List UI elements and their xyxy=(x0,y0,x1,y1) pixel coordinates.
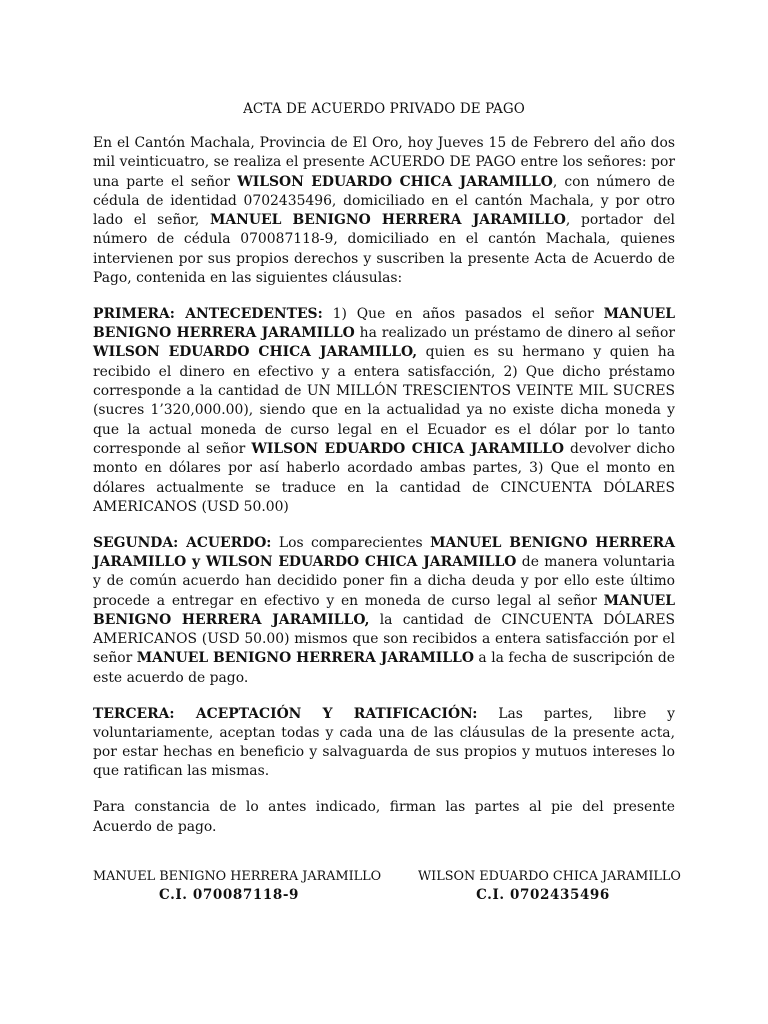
intro-text-3: , portador del número de cédula 070087118-9, domiciliado en el cantón Machala, quienes intervienen por sus propios derechos y suscriben la presente Acta de Acuerdo de Pago, contenida en las siguientes cláusulas: xyxy=(93,212,675,287)
clause-tercera-heading: TERCERA: ACEPTACIÓN Y RATIFICACIÓN: xyxy=(93,705,478,722)
primera-bold-1: MANUEL BENIGNO HERRERA JARAMILLO xyxy=(93,305,675,342)
primera-bold-3: WILSON EDUARDO CHICA JARAMILLO xyxy=(251,440,564,457)
intro-bold-name-1: WILSON EDUARDO CHICA JARAMILLO xyxy=(237,173,553,190)
intro-text-1: En el Cantón Machala, Provincia de El Oro, hoy Jueves 15 de Febrero del año dos mil veinticuatro, se realiza el presente ACUERDO DE PAGO entre los señores: por una parte el señor xyxy=(93,135,675,190)
segunda-text-2: de manera voluntaria y de común acuerdo han decidido poner fin a dicha deuda y por ello este último procede a entregar en efectivo y en moneda de curso legal al señor xyxy=(93,553,675,609)
signature-id: C.I. 0702435496 xyxy=(476,887,610,903)
tercera-text-1: Las partes, libre y voluntariamente, aceptan todas y cada una de las cláusulas de la presente acta, por estar hechas en beneficio y salvaguarda de sus propios y mutuos intereses lo que ratifican las mismas. xyxy=(93,705,676,780)
segunda-bold-1: MANUEL BENIGNO HERRERA JARAMILLO y WILSON EDUARDO CHICA JARAMILLO xyxy=(93,534,675,570)
intro-paragraph xyxy=(93,134,675,288)
clause-segunda xyxy=(93,534,675,688)
clause-primera xyxy=(93,305,675,517)
primera-text-3: quien es su hermano y quien ha recibido el dinero en efectivo y a entera satisfacción, 2) Que dicho préstamo corresponde a la cantidad de UN MILLÓN TRESCIENTOS VEINTE MIL SUCRES (sucres 1’320,000.00), siendo que en la actualidad ya no existe dicha moneda y que la actual moneda de curso legal en el Ecuador es el dólar por lo tanto corresponde al señor xyxy=(93,344,675,457)
segunda-text-1: Los comparecientes xyxy=(271,534,431,551)
intro-bold-name-2: MANUEL BENIGNO HERRERA JARAMILLO xyxy=(210,212,566,229)
signature-name: MANUEL BENIGNO HERRERA JARAMILLO xyxy=(93,869,382,884)
intro-text-2: , con número de cédula de identidad 0702435496, domiciliado en el cantón Machala, y por otro lado el señor, xyxy=(93,173,675,229)
primera-bold-2: WILSON EDUARDO CHICA JARAMILLO, xyxy=(93,344,418,361)
document-title: ACTA DE ACUERDO PRIVADO DE PAGO xyxy=(243,101,525,117)
segunda-text-3: la cantidad de CINCUENTA DÓLARES AMERICANOS (USD 50.00) mismos que son recibidos a entera satisfacción por el señor xyxy=(93,611,676,667)
primera-text-4: devolver dicho monto en dólares por así haberlo acordado ambas partes, 3) Que el monto en dólares actualmente se traduce en la cantidad de CINCUENTA DÓLARES AMERICANOS (USD 50.00) xyxy=(93,440,675,515)
signature-block-chica xyxy=(418,868,681,904)
closing-paragraph: Para constancia de lo antes indicado, firman las partes al pie del presente Acuerdo de pago. xyxy=(93,799,675,835)
document-body xyxy=(93,134,675,853)
signature-name: WILSON EDUARDO CHICA JARAMILLO xyxy=(418,869,681,884)
segunda-bold-3: MANUEL BENIGNO HERRERA JARAMILLO xyxy=(136,650,474,667)
signature-block-herrera xyxy=(93,868,382,904)
primera-text-2: ha realizado un préstamo de dinero al señor xyxy=(354,325,675,342)
segunda-bold-2: MANUEL BENIGNO HERRERA JARAMILLO, xyxy=(93,592,675,628)
clause-tercera xyxy=(93,705,675,782)
signature-id: C.I. 070087118-9 xyxy=(158,887,300,903)
clause-primera-heading: PRIMERA: ANTECEDENTES: xyxy=(93,305,323,322)
primera-text-1: 1) Que en años pasados el señor xyxy=(322,305,604,322)
clause-segunda-heading: SEGUNDA: ACUERDO: xyxy=(93,534,272,551)
segunda-text-4: a la fecha de suscripción de este acuerdo de pago. xyxy=(93,650,675,686)
